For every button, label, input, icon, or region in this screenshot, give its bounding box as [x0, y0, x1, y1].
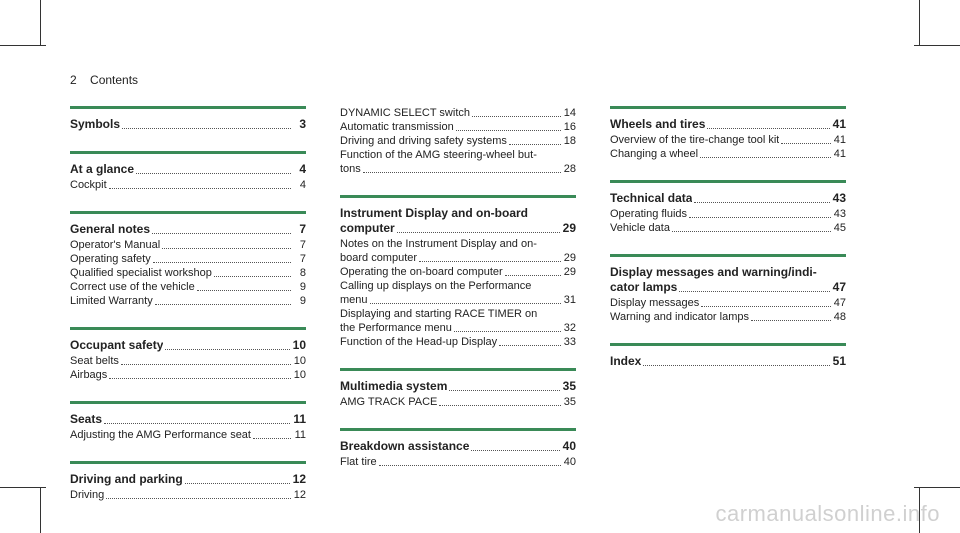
section-title: Driving and parking — [70, 472, 183, 486]
section-page-number: 3 — [299, 117, 306, 131]
toc-entry[interactable] — [610, 147, 846, 161]
entry-label: menu — [340, 294, 368, 306]
section-divider — [70, 401, 306, 404]
toc-entry[interactable] — [70, 280, 306, 294]
toc-column-1 — [70, 106, 306, 521]
entry-label: Warning and indicator lamps — [610, 311, 749, 323]
toc-section — [70, 327, 306, 382]
entry-label: Operating the on-board computer — [340, 266, 503, 278]
watermark: carmanualsonline.info — [715, 501, 940, 526]
dot-leader — [643, 364, 829, 366]
toc-section — [610, 254, 846, 324]
entry-label: AMG TRACK PACE — [340, 396, 438, 408]
entry-label-line: Function of the AMG steering-wheel but- — [340, 149, 537, 161]
toc-entry[interactable] — [70, 354, 306, 368]
entry-label: Operator's Manual — [70, 239, 161, 251]
entry-page-number: 45 — [833, 222, 846, 234]
entry-page-number: 10 — [293, 355, 306, 367]
entry-page-number: 7 — [299, 253, 306, 265]
dot-leader — [109, 187, 291, 189]
toc-entry[interactable] — [70, 294, 306, 308]
dot-leader — [471, 449, 559, 451]
entry-label: Automatic transmission — [340, 121, 454, 133]
section-title-line[interactable] — [610, 191, 846, 206]
dot-leader — [104, 422, 290, 424]
toc-entry[interactable] — [340, 134, 576, 148]
toc-section — [340, 195, 576, 349]
entry-label: Cockpit — [70, 179, 107, 191]
section-divider — [340, 428, 576, 431]
dot-leader — [106, 497, 291, 499]
entry-page-number: 29 — [563, 252, 576, 264]
section-title-line[interactable] — [70, 117, 306, 132]
entry-page-number: 10 — [293, 369, 306, 381]
section-divider — [340, 368, 576, 371]
entry-page-number: 14 — [563, 107, 576, 119]
section-title: Breakdown assistance — [340, 439, 470, 453]
section-title-line: Instrument Display and on-board — [340, 206, 529, 220]
dot-leader — [472, 115, 561, 117]
entry-label: board computer — [340, 252, 418, 264]
toc-section — [70, 401, 306, 442]
entry-page-number: 41 — [833, 134, 846, 146]
crop-mark — [919, 0, 920, 46]
section-title-line[interactable] — [340, 439, 576, 454]
toc-section — [340, 106, 576, 176]
entry-label: Qualified specialist workshop — [70, 267, 212, 279]
section-title-line[interactable] — [70, 412, 306, 427]
entry-page-number: 33 — [563, 336, 576, 348]
section-title: Wheels and tires — [610, 117, 706, 131]
dot-leader — [363, 171, 561, 173]
toc-entry[interactable] — [610, 207, 846, 221]
toc-entry[interactable] — [70, 266, 306, 280]
section-page-number: 35 — [562, 379, 576, 393]
toc-section — [340, 428, 576, 469]
section-title-line[interactable] — [70, 222, 306, 237]
entry-label-line: Calling up displays on the Performance — [340, 280, 532, 292]
section-title: Seats — [70, 412, 103, 426]
toc-section — [610, 106, 846, 161]
section-page-number: 41 — [832, 117, 846, 131]
toc-entry[interactable] — [70, 428, 306, 442]
toc-section — [340, 368, 576, 409]
entry-label: Display messages — [610, 297, 700, 309]
toc-entry[interactable] — [340, 162, 576, 176]
entry-page-number: 32 — [563, 322, 576, 334]
section-title: Symbols — [70, 117, 121, 131]
toc-entry[interactable] — [340, 120, 576, 134]
toc-section — [70, 106, 306, 132]
dot-leader — [694, 201, 829, 203]
section-divider — [610, 343, 846, 346]
entry-label: Adjusting the AMG Performance seat — [70, 429, 251, 441]
entry-label-line: Notes on the Instrument Display and on- — [340, 238, 537, 250]
toc-entry[interactable] — [340, 106, 576, 120]
section-title: computer — [340, 221, 395, 235]
section-page-number: 7 — [299, 222, 306, 236]
section-divider — [610, 254, 846, 257]
dot-leader — [419, 260, 561, 262]
toc-section — [70, 461, 306, 502]
entry-page-number: 43 — [833, 208, 846, 220]
dot-leader — [152, 232, 291, 234]
section-divider — [610, 106, 846, 109]
crop-mark — [0, 487, 46, 488]
dot-leader — [781, 142, 830, 144]
toc-section — [70, 211, 306, 308]
dot-leader — [185, 482, 290, 484]
entry-page-number: 9 — [299, 295, 306, 307]
section-page-number: 12 — [292, 472, 306, 486]
entry-page-number: 18 — [563, 135, 576, 147]
crop-mark — [914, 487, 960, 488]
section-title: General notes — [70, 222, 151, 236]
section-title: Occupant safety — [70, 338, 164, 352]
toc-section — [70, 151, 306, 192]
section-page-number: 43 — [832, 191, 846, 205]
section-title-line: Display messages and warning/indi- — [610, 265, 817, 279]
section-title: At a glance — [70, 162, 135, 176]
dot-leader — [439, 404, 560, 406]
section-divider — [70, 106, 306, 109]
dot-leader — [679, 290, 829, 292]
entry-page-number: 41 — [833, 148, 846, 160]
toc-entry[interactable] — [70, 488, 306, 502]
entry-page-number: 40 — [563, 456, 576, 468]
toc-column-3 — [610, 106, 846, 388]
entry-label: Correct use of the vehicle — [70, 281, 195, 293]
entry-page-number: 48 — [833, 311, 846, 323]
entry-label: Flat tire — [340, 456, 377, 468]
section-title: Multimedia system — [340, 379, 448, 393]
section-page-number: 47 — [832, 280, 846, 294]
toc-entry[interactable] — [610, 310, 846, 324]
dot-leader — [456, 129, 561, 131]
dot-leader — [509, 143, 561, 145]
toc-entry[interactable] — [70, 178, 306, 192]
entry-page-number: 29 — [563, 266, 576, 278]
entry-page-number: 12 — [293, 489, 306, 501]
dot-leader — [136, 172, 291, 174]
section-title: Technical data — [610, 191, 693, 205]
toc-column-2 — [340, 106, 576, 488]
toc-entry[interactable] — [340, 251, 576, 265]
section-divider — [70, 461, 306, 464]
toc-entry[interactable] — [70, 252, 306, 266]
toc-entry[interactable] — [610, 221, 846, 235]
toc-entry[interactable] — [340, 335, 576, 349]
dot-leader — [689, 216, 831, 218]
entry-label: Driving and driving safety systems — [340, 135, 507, 147]
toc-entry[interactable] — [340, 321, 576, 335]
dot-leader — [397, 231, 560, 233]
section-page-number: 29 — [562, 221, 576, 235]
toc-entry[interactable] — [70, 368, 306, 382]
toc-entry[interactable] — [340, 265, 576, 279]
toc-entry[interactable] — [340, 395, 576, 409]
dot-leader — [454, 330, 561, 332]
section-page-number: 11 — [293, 412, 306, 426]
entry-page-number: 7 — [299, 239, 306, 251]
toc-section — [610, 180, 846, 235]
dot-leader — [379, 464, 561, 466]
dot-leader — [707, 127, 829, 129]
crop-mark — [0, 45, 46, 46]
entry-page-number: 8 — [299, 267, 306, 279]
entry-page-number: 31 — [563, 294, 576, 306]
entry-label: Operating fluids — [610, 208, 688, 220]
entry-page-number: 35 — [563, 396, 576, 408]
dot-leader — [155, 303, 291, 305]
dot-leader — [121, 363, 291, 365]
dot-leader — [700, 156, 831, 158]
entry-label: Changing a wheel — [610, 148, 699, 160]
entry-page-number: 47 — [833, 297, 846, 309]
dot-leader — [109, 377, 290, 379]
dot-leader — [505, 274, 561, 276]
dot-leader — [751, 319, 831, 321]
section-title: Index — [610, 354, 642, 368]
section-title-line[interactable] — [340, 221, 576, 236]
section-page-number: 4 — [299, 162, 306, 176]
section-title-line[interactable] — [340, 379, 576, 394]
entry-label: tons — [340, 163, 361, 175]
section-divider — [70, 151, 306, 154]
toc-entry[interactable] — [70, 238, 306, 252]
dot-leader — [153, 261, 291, 263]
entry-page-number: 28 — [563, 163, 576, 175]
dot-leader — [499, 344, 561, 346]
entry-label: Seat belts — [70, 355, 119, 367]
section-divider — [340, 195, 576, 198]
dot-leader — [214, 275, 291, 277]
section-divider — [70, 211, 306, 214]
section-title-line[interactable] — [610, 280, 846, 295]
entry-label: Driving — [70, 489, 105, 501]
entry-page-number: 16 — [563, 121, 576, 133]
dot-leader — [701, 305, 830, 307]
page-header — [70, 73, 138, 87]
entry-label-line: Displaying and starting RACE TIMER on — [340, 308, 538, 320]
section-divider — [610, 180, 846, 183]
entry-label: DYNAMIC SELECT switch — [340, 107, 470, 119]
section-title-line[interactable] — [70, 472, 306, 487]
entry-label: Limited Warranty — [70, 295, 153, 307]
section-title-line[interactable] — [70, 162, 306, 177]
toc-entry[interactable] — [610, 133, 846, 147]
entry-label: Function of the Head-up Display — [340, 336, 498, 348]
entry-label: the Performance menu — [340, 322, 452, 334]
section-page-number: 51 — [832, 354, 846, 368]
entry-label: Airbags — [70, 369, 108, 381]
section-divider — [70, 327, 306, 330]
section-title: cator lamps — [610, 280, 678, 294]
dot-leader — [672, 230, 831, 232]
entry-page-number: 9 — [299, 281, 306, 293]
page-number: 2 — [70, 73, 77, 87]
dot-leader — [162, 247, 291, 249]
section-title-line[interactable] — [610, 117, 846, 132]
section-title-line[interactable] — [610, 354, 846, 369]
dot-leader — [449, 389, 559, 391]
dot-leader — [370, 302, 561, 304]
toc-entry[interactable] — [610, 296, 846, 310]
dot-leader — [197, 289, 291, 291]
section-page-number: 40 — [562, 439, 576, 453]
entry-label: Overview of the tire-change tool kit — [610, 134, 780, 146]
section-page-number: 10 — [292, 338, 306, 352]
entry-label: Vehicle data — [610, 222, 670, 234]
entry-label: Operating safety — [70, 253, 151, 265]
toc-entry[interactable] — [340, 293, 576, 307]
entry-page-number: 11 — [294, 429, 306, 441]
page-title: Contents — [90, 73, 139, 87]
crop-mark — [40, 0, 41, 46]
crop-mark — [914, 45, 960, 46]
dot-leader — [165, 348, 289, 350]
section-title-line[interactable] — [70, 338, 306, 353]
toc-entry[interactable] — [340, 455, 576, 469]
toc-section — [610, 343, 846, 369]
crop-mark — [40, 487, 41, 533]
dot-leader — [253, 437, 291, 439]
dot-leader — [122, 127, 291, 129]
entry-page-number: 4 — [299, 179, 306, 191]
